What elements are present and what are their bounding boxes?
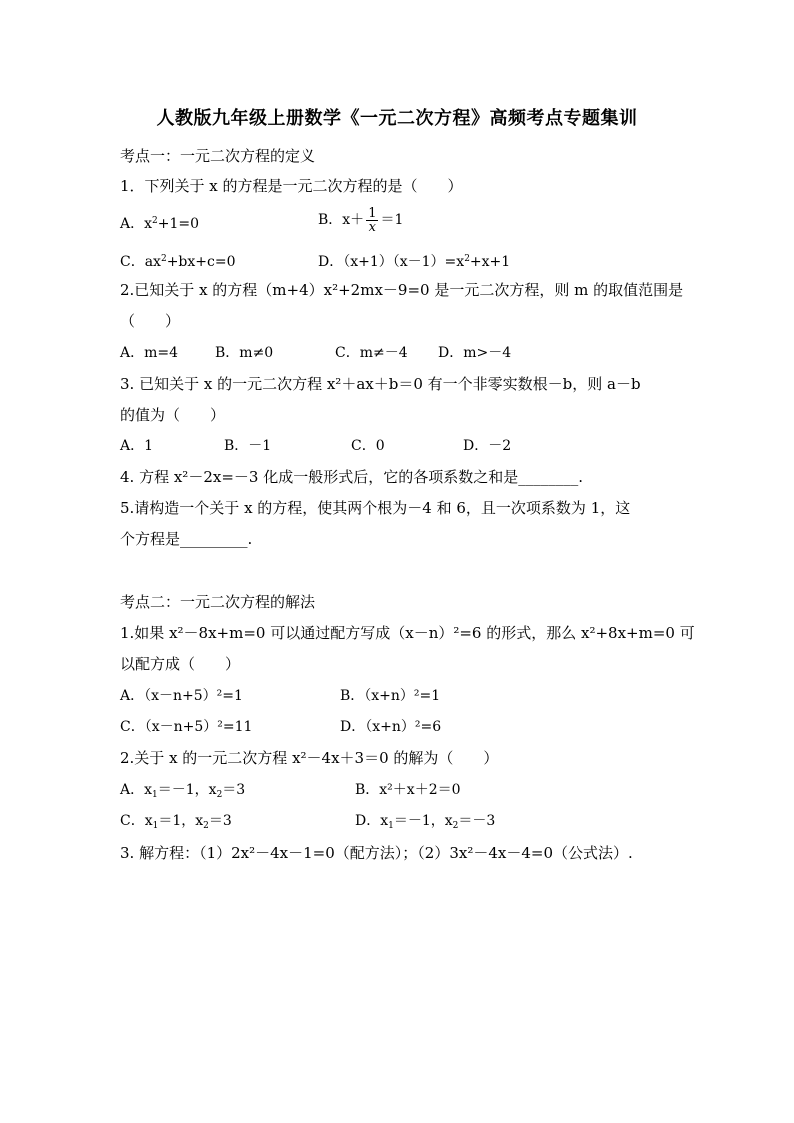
s1-q3-option-a: A．1	[120, 438, 154, 454]
s1-q5-line2: 个方程是_________.	[120, 530, 253, 548]
s2-q2-option-c: C．$x_1=1$，$x_2=3$	[120, 813, 232, 831]
s1-q2-option-d: D．m>－4	[438, 345, 512, 361]
section-2-heading: 考点二：一元二次方程的解法	[120, 593, 316, 611]
fraction: $\frac{1}{x}$	[368, 205, 377, 235]
s2-q1-option-c: C．（x－n+5）²=11	[120, 719, 253, 735]
s2-q1-option-a: A．（x－n+5）²=1	[120, 688, 243, 704]
section-1-heading: 考点一：一元二次方程的定义	[120, 147, 316, 165]
s1-q1-option-c: C．$ax^2+bx+c=0$	[120, 254, 236, 270]
s1-q2-stem-line1: 2.已知关于 x 的方程（m+4）x²+2mx－9=0 是一元二次方程，则 m 的取值范围是	[120, 281, 684, 299]
s2-q2-option-b: B．x²＋x＋2＝0	[355, 782, 461, 798]
s1-q1-option-a: A．$x^2+1=0$	[120, 216, 200, 232]
page-title: 人教版九年级上册数学《一元二次方程》高频考点专题集训	[156, 108, 638, 129]
s1-q3-stem-line1: 3. 已知关于 x 的一元二次方程 x²＋ax＋b＝0 有一个非零实数根－b，则 a－b	[120, 375, 641, 393]
s1-q2-option-c: C．m≠－4	[335, 345, 408, 361]
s2-q1-option-d: D．（x+n）²=6	[340, 719, 442, 735]
s1-q2-option-b: B．m≠0	[215, 345, 274, 361]
s1-q2-stem-line2: （ ）	[120, 312, 181, 330]
s2-q2-stem: 2.关于 x 的一元二次方程 x²－4x＋3＝0 的解为（ ）	[120, 749, 499, 767]
s1-q3-option-c: C．0	[351, 438, 385, 454]
s2-q1-stem-line2: 以配方成（ ）	[120, 655, 241, 673]
s2-q2-option-d: D．$x_1=-1$，$x_2=-3$	[355, 813, 496, 831]
s1-q5-line1: 5.请构造一个关于 x 的方程，使其两个根为－4 和 6，且一次项系数为 1，这	[120, 499, 631, 517]
s2-q2-option-a: A．$x_1=-1$，$x_2=3$	[120, 782, 246, 800]
s1-q1-option-d: D．$(x+1)(x-1)=x^2+x+1$	[318, 254, 511, 270]
s1-q1-stem: 1．下列关于 x 的方程是一元二次方程的是（ ）	[120, 177, 463, 195]
s1-q1-option-b: B．x＋ $\frac{1}{x}$ ＝1	[318, 205, 404, 235]
s1-q4: 4. 方程 x²－2x=－3 化成一般形式后，它的各项系数之和是________.	[120, 468, 583, 486]
s1-q2-option-a: A．m=4	[120, 345, 179, 361]
s1-q3-option-b: B．－1	[224, 438, 272, 454]
s1-q3-stem-line2: 的值为（ ）	[120, 406, 226, 424]
s2-q3: 3. 解方程：（1）2x²－4x－1=0（配方法）；（2）3x²－4x－4=0（公式法）.	[120, 844, 633, 862]
s2-q1-option-b: B．（x+n）²=1	[340, 688, 441, 704]
s1-q3-option-d: D．－2	[463, 438, 512, 454]
s2-q1-stem-line1: 1.如果 x²－8x+m=0 可以通过配方写成（x－n）²=6 的形式，那么 x²+8x+m=0 可	[120, 624, 695, 642]
